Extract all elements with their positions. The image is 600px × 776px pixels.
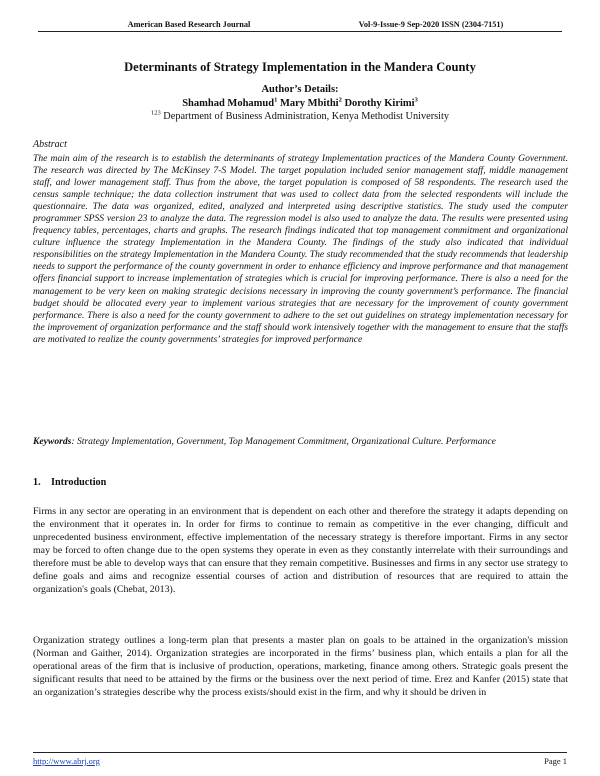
section-title: Introduction [51, 477, 107, 488]
body-paragraph: Organization strategy outlines a long-term plan that presents a master plan on goals to be attained in the organization's mission (Norman and Gaither, 2014). Organization strategies are incorporated in the firms’ business plan, which entails a plan for all the operational areas of the firm that is inclusive of production, operations, marketing, finance among others. Strategic goals present the significant results that need to be attained by the firms or the business over the next period of time. Erez and Kanfer (2015) state that an organization’s strategies describe why the process exists/should exist in the firm, and why it should be driven in [33, 635, 568, 699]
keywords-text: : Strategy Implementation, Government, Top Management Commitment, Organizational Culture. Performance [71, 436, 496, 447]
abstract-heading: Abstract [33, 139, 67, 150]
affiliation [0, 111, 600, 122]
journal-url-link[interactable]: http://www.abrj.org [33, 756, 100, 766]
journal-name: American Based Research Journal [127, 20, 251, 29]
section-heading [33, 477, 106, 488]
author-name: Shamhad Mohamud [182, 98, 275, 109]
keywords [33, 436, 568, 448]
issue-info: Vol-9-Issue-9 Sep-2020 ISSN (2304-7151) [358, 20, 504, 29]
paper-title: Determinants of Strategy Implementation in the Mandera County [124, 60, 476, 74]
page-footer [33, 752, 567, 766]
author-name: Mary Mbithi [279, 98, 339, 109]
body-paragraph: Firms in any sector are operating in an environment that is dependent on each other and therefore the strategy it adapts depending on the environment that it operates in. In order for firms to continue to remain as competitive in the ever changing, difficult and unprecedented business environment, effective implementation of the necessary strategy is therefore important. Firms in any sector may be forced to often change due to the open systems they operate in even as they constantly interrelate with their surroundings and therefore must be able to develop ways that can ensure that they remain competitive. Businesses and firms in any sector use strategy to define goals and aims and recognize essential courses of action and distribution of resources that are required to attain the organization's goals (Chebat, 2013). [33, 506, 568, 596]
affiliation-sup: 123 [150, 109, 161, 117]
page-number: Page 1 [544, 756, 567, 766]
author-name: Dorothy Kirimi [344, 98, 415, 109]
author-list [0, 98, 600, 109]
keywords-label: Keywords [33, 436, 72, 447]
affiliation-text: Department of Business Administration, Kenya Methodist University [160, 111, 450, 122]
abstract-body: The main aim of the research is to establish the determinants of strategy Implementation practices of the Mandera County Government. The research was directed by The McKinsey 7-S Model. The target population included senior management staff, middle management staff, and lower management staff. Thus from the above, the target population is composed of 58 respondents. The research used the census sample technique; the data collection instrument that was used to collect data from the selected respondents will include the questionnaire. The data was organized, edited, analyzed and interpreted using descriptive statistics. The study used the computer programmer SPSS version 23 to analyze the data. The regression model is also used to analyze the data. The results were presented using frequency tables, percentages, charts and graphs. The research findings indicated that top management commitment and organizational culture influence the strategy Implementation in the Mandera County. The findings of the study also indicated that individual responsibilities on the strategy Implementation in the Mandera County. The study recommended that the study recommends that leadership needs to support the performance of the county government in order to enhance efficiency and improve performance and that management offers financial support to increase implementation of strategies which is crucial for improving performance. There is also a need for the management to be very keen on making strategic decisions necessary in improving the county government’s performance. The financial budget should be allocated every year to implement various strategies that are necessary for the improvement of county government performance. There is also a need for the county government to adhere to the set out guidelines on strategy implementation necessary for the improvement of organization performance and the staff should work intensively together with the management to ensure that the staffs are motivated to realize the county governments’ strategies for improved performance [33, 153, 568, 345]
running-header [38, 20, 562, 32]
author-sup: 2 [338, 96, 342, 104]
author-sup: 3 [414, 96, 418, 104]
author-sup: 1 [274, 96, 278, 104]
authors-label: Author’s Details: [261, 84, 339, 95]
section-number: 1. [33, 477, 41, 488]
